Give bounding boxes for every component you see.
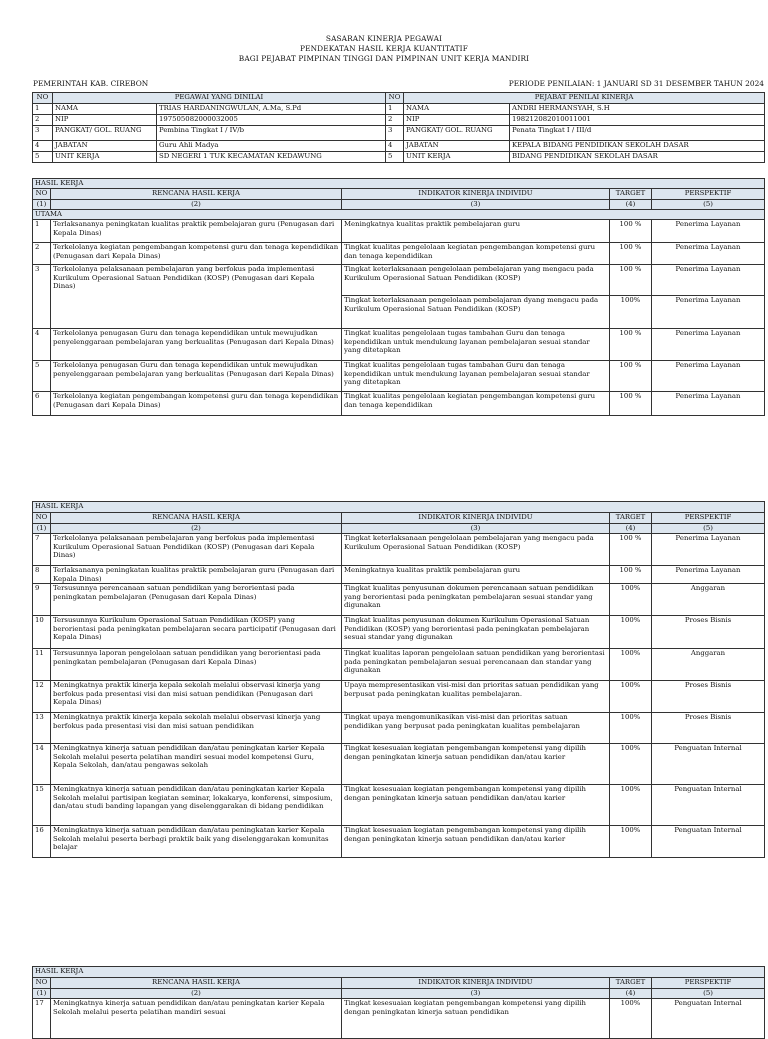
- target: 100%: [610, 584, 652, 616]
- row-no: 11: [33, 649, 51, 681]
- indikator: Tingkat keterlaksanaan pengelolaan pembelajaran dyang mengacu pada Kurikulum Operasional Satuan Pendidikan (KOSP): [342, 296, 610, 329]
- perspektif: Penguatan Internal: [652, 744, 765, 785]
- col-perspektif: PERSPEKTIF: [652, 513, 765, 524]
- idx: (5): [652, 524, 765, 534]
- indikator: Tingkat kualitas pengelolaan kegiatan pengembangan kompetensi guru dan tenaga kependidikan: [342, 392, 610, 416]
- target: 100 %: [610, 392, 652, 416]
- perspektif: Proses Bisnis: [652, 681, 765, 713]
- target: 100%: [610, 296, 652, 329]
- field-value: Guru Ahli Madya: [157, 141, 386, 152]
- rencana: Tersusunnya perencanaan satuan pendidikan yang berorientasi pada peningkatan pembelajaran (Penugasan dari Kepala Dinas): [51, 584, 342, 616]
- field-value: BIDANG PENDIDIKAN SEKOLAH DASAR: [510, 152, 765, 163]
- penilai-title: PEJABAT PENILAI KINERJA: [404, 93, 765, 104]
- perspektif: Anggaran: [652, 649, 765, 681]
- hasil-kerja-table-1: [32, 178, 765, 416]
- indikator: Tingkat upaya mengomunikasikan visi-misi dan prioritas satuan pendidikan yang berpusat pada peningkatan kualitas pembelajaran: [342, 713, 610, 744]
- target: 100%: [610, 616, 652, 649]
- field-label: NAMA: [53, 104, 157, 115]
- perspektif: Penerima Layanan: [652, 296, 765, 329]
- table-row: [33, 744, 765, 785]
- target: 100%: [610, 649, 652, 681]
- target: 100%: [610, 826, 652, 858]
- row-no: 13: [33, 713, 51, 744]
- identity-row: [33, 141, 765, 152]
- idx: (1): [33, 200, 51, 210]
- col-rencana: RENCANA HASIL KERJA: [51, 978, 342, 989]
- rencana: Terkelolanya pelaksanaan pembelajaran yang berfokus pada implementasi Kurikulum Operasional Satuan Pendidikan (KOSP) (Penugasan dari Kepala Dinas): [51, 265, 342, 329]
- perspektif: Penguatan Internal: [652, 826, 765, 858]
- indikator: Tingkat kesesuaian kegiatan pengembangan kompetensi yang dipilih dengan peningkatan kinerja satuan pendidikan dan/atau karier: [342, 785, 610, 826]
- field-label: UNIT KERJA: [53, 152, 157, 163]
- rencana: Terkelolanya penugasan Guru dan tenaga kependidikan untuk mewujudkan penyelenggaraan pembelajaran yang berkualitas (Penugasan dari Kepala Dinas): [51, 329, 342, 361]
- row-no: 10: [33, 616, 51, 649]
- field-value: Pembina Tingkat I / IV/b: [157, 126, 386, 141]
- table-row: [33, 681, 765, 713]
- row-no: 16: [33, 826, 51, 858]
- row-no: 4: [33, 141, 53, 152]
- col-target: TARGET: [610, 189, 652, 200]
- row-no: 2: [33, 243, 51, 265]
- idx: (5): [652, 200, 765, 210]
- field-value: 197505082000032005: [157, 115, 386, 126]
- col-indikator: INDIKATOR KINERJA INDIVIDU: [342, 513, 610, 524]
- pegawai-title: PEGAWAI YANG DINILAI: [53, 93, 386, 104]
- indikator: Meningkatnya kualitas praktik pembelajaran guru: [342, 566, 610, 584]
- identity-row: [33, 126, 765, 141]
- table-row: [33, 713, 765, 744]
- doc-title: SASARAN KINERJA PEGAWAI: [325, 34, 443, 43]
- doc-subtitle: PENDEKATAN HASIL KERJA KUANTITATIF: [300, 44, 468, 53]
- col-no: NO: [386, 93, 404, 104]
- field-label: UNIT KERJA: [404, 152, 510, 163]
- col-no: NO: [33, 93, 53, 104]
- indikator: Tingkat kualitas pengelolaan tugas tambahan Guru dan tenaga kependidikan untuk mendukung layanan pembelajaran sesuai standar yang ditetapkan: [342, 329, 610, 361]
- target: 100 %: [610, 534, 652, 566]
- identity-row: [33, 104, 765, 115]
- perspektif: Penerima Layanan: [652, 243, 765, 265]
- perspektif: Proses Bisnis: [652, 616, 765, 649]
- instansi: PEMERINTAH KAB. CIREBON: [33, 79, 149, 88]
- row-no: 9: [33, 584, 51, 616]
- col-no: NO: [33, 513, 51, 524]
- rencana: Meningkatnya kinerja satuan pendidikan dan/atau peningkatan karier Kepala Sekolah melalui peserta berbagi praktik baik yang diselenggarakan komunitas belajar: [51, 826, 342, 858]
- row-no: 14: [33, 744, 51, 785]
- field-label: JABATAN: [404, 141, 510, 152]
- rencana: Tersusunnya Kurikulum Operasional Satuan Pendidikan (KOSP) yang berorientasi pada peningkatan pembelajaran secara participatif (Penugasan dari Kepala Dinas): [51, 616, 342, 649]
- rencana: Meningkatnya kinerja satuan pendidikan dan/atau peningkatan karier Kepala Sekolah melalui peserta pelatihan mandiri sesuai model kompetensi Guru, Kepala Sekolah, dan/atau pengawas sekolah: [51, 744, 342, 785]
- target: 100 %: [610, 329, 652, 361]
- perspektif: Penerima Layanan: [652, 361, 765, 392]
- row-no: 12: [33, 681, 51, 713]
- field-value: ANDRI HERMANSYAH, S.H: [510, 104, 765, 115]
- col-rencana: RENCANA HASIL KERJA: [51, 189, 342, 200]
- row-no: 15: [33, 785, 51, 826]
- target: 100%: [610, 999, 652, 1039]
- hasil-kerja-table-3: [32, 966, 765, 1039]
- rencana: Meningkatnya kinerja satuan pendidikan dan/atau peningkatan karier Kepala Sekolah melalui partisipan kegiatan seminar, lokakarya, konferensi, simposium, dan/atau studi banding lapangan yang diselenggarakan di bidang pendidikan: [51, 785, 342, 826]
- perspektif: Penerima Layanan: [652, 265, 765, 296]
- col-no: NO: [33, 978, 51, 989]
- row-no: 1: [33, 104, 53, 115]
- table-row: [33, 826, 765, 858]
- idx: (5): [652, 989, 765, 999]
- row-no: 4: [33, 329, 51, 361]
- rencana: Terkelolanya kegiatan pengembangan kompetensi guru dan tenaga kependidikan (Penugasan dari Kepala Dinas): [51, 392, 342, 416]
- field-label: PANGKAT/ GOL. RUANG: [53, 126, 157, 141]
- table-row: [33, 566, 765, 584]
- identity-row: [33, 115, 765, 126]
- hasil-kerja-table-2: [32, 501, 765, 858]
- target: 100 %: [610, 220, 652, 243]
- field-label: NIP: [404, 115, 510, 126]
- target: 100 %: [610, 361, 652, 392]
- rencana: Meningkatnya praktik kinerja kepala sekolah melalui observasi kinerja yang berfokus pada presentasi visi dan misi satuan pendidikan: [51, 713, 342, 744]
- indikator: Tingkat kesesuaian kegiatan pengembangan kompetensi yang dipilih dengan peningkatan kinerja satuan pendidikan dan/atau karier: [342, 826, 610, 858]
- indikator: Tingkat kualitas penyusunan dokumen Kurikulum Operasional Satuan Pendidikan (KOSP) yang berorientasi pada peningkatan pembelajaran sesuai standar yang digunakan: [342, 616, 610, 649]
- identity-table: [32, 92, 765, 163]
- row-no: 3: [33, 126, 53, 141]
- perspektif: Penguatan Internal: [652, 999, 765, 1039]
- rencana: Terkelolanya kegiatan pengembangan kompetensi guru dan tenaga kependidikan (Penugasan dari Kepala Dinas): [51, 243, 342, 265]
- perspektif: Penerima Layanan: [652, 392, 765, 416]
- field-label: JABATAN: [53, 141, 157, 152]
- target: 100 %: [610, 566, 652, 584]
- indikator: Tingkat kualitas pengelolaan tugas tambahan Guru dan tenaga kependidikan untuk mendukung layanan pembelajaran sesuai standar yang ditetapkan: [342, 361, 610, 392]
- rencana: Terkelolanya pelaksanaan pembelajaran yang berfokus pada implementasi Kurikulum Operasional Satuan Pendidikan (KOSP) (Penugasan dari Kepala Dinas): [51, 534, 342, 566]
- rencana: Meningkatnya praktik kinerja kepala sekolah melalui observasi kinerja yang berfokus pada presentasi visi dan misi satuan pendidikan (Penugasan dari Kepala Dinas): [51, 681, 342, 713]
- doc-subtitle-2: BAGI PEJABAT PIMPINAN TINGGI DAN PIMPINAN UNIT KERJA MANDIRI: [238, 54, 530, 63]
- field-label: PANGKAT/ GOL. RUANG: [404, 126, 510, 141]
- target: 100%: [610, 744, 652, 785]
- field-value: SD NEGERI 1 TUK KECAMATAN KEDAWUNG: [157, 152, 386, 163]
- rencana: Tersusunnya laporan pengelolaan satuan pendidikan yang berorientasi pada peningkatan pembelajaran (Penugasan dari Kepala Dinas): [51, 649, 342, 681]
- col-indikator: INDIKATOR KINERJA INDIVIDU: [342, 978, 610, 989]
- indikator: Tingkat kesesuaian kegiatan pengembangan kompetensi yang dipilih dengan peningkatan kinerja satuan pendidikan dan/atau karier: [342, 744, 610, 785]
- perspektif: Anggaran: [652, 584, 765, 616]
- row-no: 17: [33, 999, 51, 1039]
- rencana: Meningkatnya kinerja satuan pendidikan dan/atau peningkatan karier Kepala Sekolah melalui peserta pelatihan mandiri sesuai: [51, 999, 342, 1039]
- idx: (3): [342, 989, 610, 999]
- col-perspektif: PERSPEKTIF: [652, 189, 765, 200]
- col-indikator: INDIKATOR KINERJA INDIVIDU: [342, 189, 610, 200]
- col-rencana: RENCANA HASIL KERJA: [51, 513, 342, 524]
- table-row: [33, 785, 765, 826]
- table-row: [33, 616, 765, 649]
- field-label: NIP: [53, 115, 157, 126]
- rencana: Terlaksananya peningkatan kualitas praktik pembelajaran guru (Penugasan dari Kepala Dinas): [51, 220, 342, 243]
- col-perspektif: PERSPEKTIF: [652, 978, 765, 989]
- row-no: 3: [33, 265, 51, 329]
- rencana: Terkelolanya penugasan Guru dan tenaga kependidikan untuk mewujudkan penyelenggaraan pembelajaran yang berkualitas (Penugasan dari Kepala Dinas): [51, 361, 342, 392]
- target: 100 %: [610, 243, 652, 265]
- row-no: 1: [386, 104, 404, 115]
- perspektif: Penerima Layanan: [652, 220, 765, 243]
- table-row: [33, 534, 765, 566]
- row-no: 3: [386, 126, 404, 141]
- perspektif: Penguatan Internal: [652, 785, 765, 826]
- row-no: 7: [33, 534, 51, 566]
- indikator: Meningkatnya kualitas praktik pembelajaran guru: [342, 220, 610, 243]
- rencana: Terlaksananya peningkatan kualitas praktik pembelajaran guru (Penugasan dari Kepala Dinas): [51, 566, 342, 584]
- row-no: 5: [33, 152, 53, 163]
- target: 100%: [610, 785, 652, 826]
- indikator: Tingkat kualitas pengelolaan kegiatan pengembangan kompetensi guru dan tenaga kependidikan: [342, 243, 610, 265]
- idx: (4): [610, 200, 652, 210]
- idx: (2): [51, 200, 342, 210]
- field-label: NAMA: [404, 104, 510, 115]
- col-target: TARGET: [610, 978, 652, 989]
- row-no: 2: [33, 115, 53, 126]
- idx: (2): [51, 524, 342, 534]
- field-value: Penata Tingkat I / III/d: [510, 126, 765, 141]
- target: 100%: [610, 681, 652, 713]
- row-no: 5: [386, 152, 404, 163]
- idx: (1): [33, 989, 51, 999]
- idx: (3): [342, 524, 610, 534]
- indikator: Tingkat kualitas penyusunan dokumen perencanaan satuan pendidikan yang berorientasi pada peningkatan pembelajaran sesuai standar yang digunakan: [342, 584, 610, 616]
- idx: (3): [342, 200, 610, 210]
- perspektif: Penerima Layanan: [652, 534, 765, 566]
- field-value: 198212082010011001: [510, 115, 765, 126]
- row-no: 1: [33, 220, 51, 243]
- indikator: Tingkat keterlaksanaan pengelolaan pembelajaran yang mengacu pada Kurikulum Operasional Satuan Pendidikan (KOSP): [342, 265, 610, 296]
- perspektif: Proses Bisnis: [652, 713, 765, 744]
- col-no: NO: [33, 189, 51, 200]
- utama-label: UTAMA: [33, 210, 765, 220]
- col-target: TARGET: [610, 513, 652, 524]
- periode: PERIODE PENILAIAN: 1 JANUARI SD 31 DESEMBER TAHUN 2024: [508, 79, 764, 88]
- field-value: KEPALA BIDANG PENDIDIKAN SEKOLAH DASAR: [510, 141, 765, 152]
- table-row: [33, 649, 765, 681]
- section-title: HASIL KERJA: [33, 179, 765, 189]
- indikator: Tingkat kesesuaian kegiatan pengembangan kompetensi yang dipilih dengan peningkatan kinerja satuan pendidikan: [342, 999, 610, 1039]
- idx: (2): [51, 989, 342, 999]
- field-value: TRIAS HARDANINGWULAN, A.Ma, S.Pd: [157, 104, 386, 115]
- indikator: Tingkat keterlaksanaan pengelolaan pembelajaran yang mengacu pada Kurikulum Operasional Satuan Pendidikan (KOSP): [342, 534, 610, 566]
- row-no: 4: [386, 141, 404, 152]
- row-no: 8: [33, 566, 51, 584]
- section-title: HASIL KERJA: [33, 502, 765, 513]
- section-title: HASIL KERJA: [33, 967, 765, 978]
- row-no: 5: [33, 361, 51, 392]
- row-no: 2: [386, 115, 404, 126]
- row-no: 6: [33, 392, 51, 416]
- target: 100 %: [610, 265, 652, 296]
- perspektif: Penerima Layanan: [652, 566, 765, 584]
- perspektif: Penerima Layanan: [652, 329, 765, 361]
- idx: (4): [610, 989, 652, 999]
- identity-row: [33, 152, 765, 163]
- indikator: Tingkat kualitas laporan pengelolaan satuan pendidikan yang berorientasi pada peningkatan pembelajaran sesuai perencanaan dan standar yang digunakan: [342, 649, 610, 681]
- idx: (1): [33, 524, 51, 534]
- table-row: [33, 584, 765, 616]
- indikator: Upaya mempresentasikan visi-misi dan prioritas satuan pendidikan yang berpusat pada peningkatan kualitas pembelajaran.: [342, 681, 610, 713]
- target: 100%: [610, 713, 652, 744]
- idx: (4): [610, 524, 652, 534]
